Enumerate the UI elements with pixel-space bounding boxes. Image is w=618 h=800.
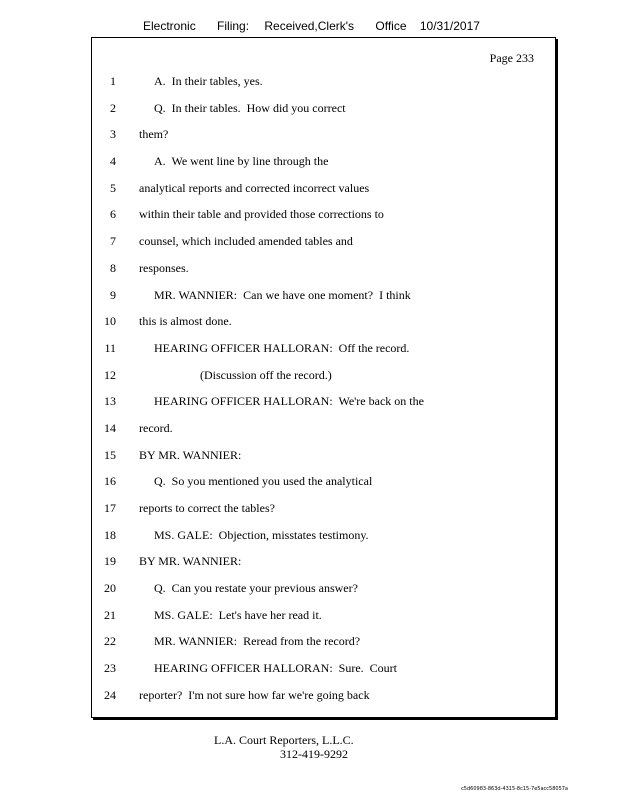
transcript-line xyxy=(0,393,618,420)
line-number: 13 xyxy=(104,394,116,409)
line-number: 3 xyxy=(110,127,116,142)
line-text: reports to correct the tables? xyxy=(139,501,275,515)
line-text: BY MR. WANNIER: xyxy=(139,554,242,569)
line-number: 19 xyxy=(104,554,116,569)
footer-company: L.A. Court Reporters, L.L.C. xyxy=(214,733,354,747)
transcript-line xyxy=(0,580,618,607)
line-text: Q. So you mentioned you used the analytical xyxy=(154,474,373,489)
transcript-line xyxy=(0,73,618,100)
line-number: 24 xyxy=(104,687,116,702)
transcript-line xyxy=(0,340,618,367)
line-number: 14 xyxy=(104,420,116,435)
line-text: them? xyxy=(139,127,169,142)
line-text: MS. GALE: Objection, misstates testimony. xyxy=(154,527,369,542)
line-text: Q. In their tables. How did you correct xyxy=(154,100,346,115)
line-text: MR. WANNIER: Reread from the record? xyxy=(154,634,361,649)
transcript-line xyxy=(0,527,618,554)
line-number: 1 xyxy=(110,74,116,88)
line-number: 9 xyxy=(110,287,116,302)
line-text: HEARING OFFICER HALLORAN: Off the record. xyxy=(154,340,410,355)
line-number: 17 xyxy=(104,501,116,515)
line-text: this is almost done. xyxy=(139,314,232,329)
line-number: 5 xyxy=(110,180,116,195)
line-number: 10 xyxy=(104,314,116,329)
document-id: c5d60983-863d-4315-8c15-7e5acc58057a xyxy=(461,786,568,792)
line-number: 2 xyxy=(110,100,116,115)
filing-header-received: Received,Clerk's xyxy=(264,19,355,33)
line-number: 20 xyxy=(104,581,116,596)
line-number: 22 xyxy=(104,634,116,649)
line-text: BY MR. WANNIER: xyxy=(139,447,242,462)
line-number: 15 xyxy=(104,447,116,462)
transcript-line xyxy=(0,153,618,180)
filing-header-office: Office xyxy=(375,19,407,33)
line-text: record. xyxy=(139,420,173,435)
line-text: MS. GALE: Let's have her read it. xyxy=(154,607,322,622)
transcript-body xyxy=(0,73,618,714)
line-text: analytical reports and corrected incorrect values xyxy=(139,180,370,195)
transcript-line xyxy=(0,100,618,127)
line-number: 21 xyxy=(104,607,116,622)
transcript-line xyxy=(0,260,618,287)
filing-header xyxy=(143,19,480,33)
filing-header-electronic: Electronic xyxy=(143,19,196,33)
line-number: 23 xyxy=(104,661,116,676)
transcript-line xyxy=(0,233,618,260)
line-text: (Discussion off the record.) xyxy=(200,367,332,382)
line-text: A. We went line by line through the xyxy=(154,154,329,169)
line-text: responses. xyxy=(139,260,189,275)
line-text: A. In their tables, yes. xyxy=(154,74,263,88)
line-text: counsel, which included amended tables and xyxy=(139,234,353,249)
line-text: HEARING OFFICER HALLORAN: We're back on the xyxy=(154,394,424,409)
filing-header-date: 10/31/2017 xyxy=(419,19,480,33)
transcript-line xyxy=(0,206,618,233)
transcript-line xyxy=(0,180,618,207)
line-number: 16 xyxy=(104,474,116,489)
line-number: 8 xyxy=(110,260,116,275)
transcript-line xyxy=(0,607,618,634)
line-text: HEARING OFFICER HALLORAN: Sure. Court xyxy=(154,661,397,676)
line-number: 18 xyxy=(104,527,116,542)
line-text: reporter? I'm not sure how far we're going back xyxy=(139,687,370,702)
line-number: 11 xyxy=(104,340,116,355)
transcript-line xyxy=(0,313,618,340)
transcript-line xyxy=(0,687,618,714)
footer-phone: 312-419-9292 xyxy=(280,747,348,761)
transcript-line xyxy=(0,660,618,687)
transcript-line xyxy=(0,473,618,500)
transcript-line xyxy=(0,126,618,153)
transcript-line xyxy=(0,633,618,660)
transcript-line xyxy=(0,553,618,580)
transcript-line xyxy=(0,500,618,527)
line-number: 12 xyxy=(104,367,116,382)
transcript-line xyxy=(0,287,618,314)
line-number: 7 xyxy=(110,234,116,249)
page-number: Page 233 xyxy=(489,51,534,65)
filing-header-filing: Filing: xyxy=(217,19,250,33)
line-text: within their table and provided those corrections to xyxy=(139,207,384,222)
transcript-line xyxy=(0,367,618,394)
line-text: Q. Can you restate your previous answer? xyxy=(154,581,358,596)
transcript-line xyxy=(0,447,618,474)
line-number: 6 xyxy=(110,207,116,222)
line-number: 4 xyxy=(110,154,116,169)
transcript-line xyxy=(0,420,618,447)
line-text: MR. WANNIER: Can we have one moment? I think xyxy=(154,287,411,302)
